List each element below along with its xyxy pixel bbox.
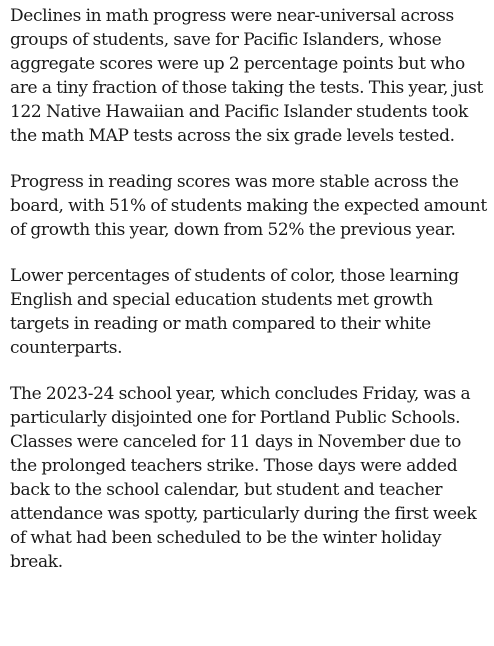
paragraph-school-year: The 2023-24 school year, which concludes Friday, was a particularly disjointed one for Portland Public Schools. Classes were canceled for 11 days in November due to the prolonged teachers strike. Those days were added back to the school calendar, but student and teacher attendance was spotty, particularly during the first week of what had been scheduled to be the winter holiday break.	[10, 384, 477, 572]
paragraph-growth-targets: Lower percentages of students of color, those learning English and special education students met growth targets in reading or math compared to their white counterparts.	[10, 266, 459, 358]
paragraph-math-declines: Declines in math progress were near-universal across groups of students, save for Pacific Islanders, whose aggregate scores were up 2 percentage points but who are a tiny fraction of those taking the tests. This year, just 122 Native Hawaiian and Pacific Islander students took the math MAP tests across the six grade levels tested.	[10, 6, 484, 146]
paragraph-reading-progress: Progress in reading scores was more stable across the board, with 51% of students making the expected amount of growth this year, down from 52% the previous year.	[10, 172, 487, 240]
article-body	[10, 4, 490, 574]
